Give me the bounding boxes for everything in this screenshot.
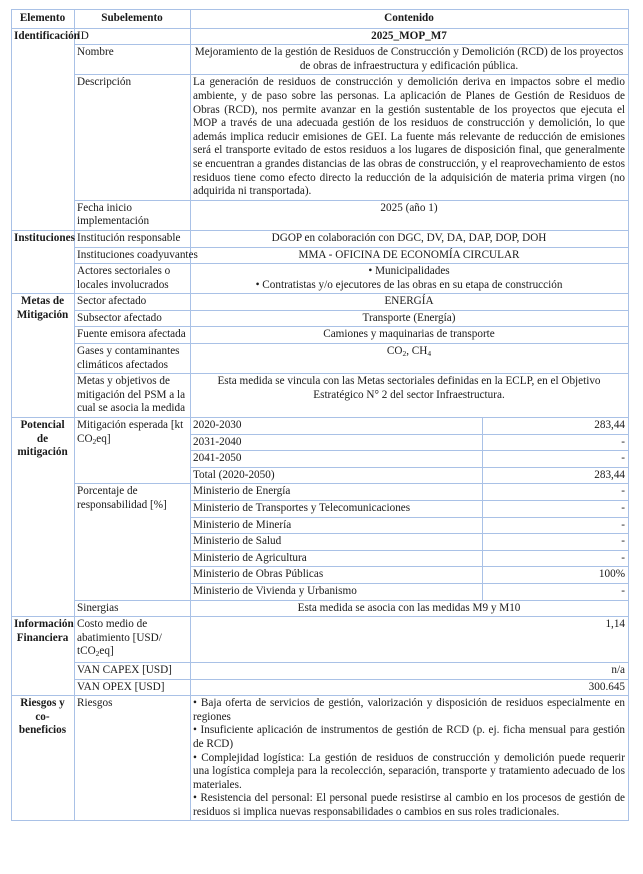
actores-label: Actores sectoriales o locales involucrados [75,264,191,294]
ministerio-name: Ministerio de Obras Públicas [191,567,483,584]
measure-sheet-table [11,9,629,821]
mitigacion-label: Mitigación esperada [kt CO2eq] [75,418,191,484]
responsable-label: Institución responsable [75,230,191,247]
costo-value: 1,14 [191,617,629,663]
table-row [12,264,629,294]
ministerio-value: 100% [483,567,629,584]
table-row [12,617,629,663]
ministerio-name: Ministerio de Energía [191,484,483,501]
gases-value: CO2, CH4 [191,344,629,374]
section-metas: Metas de Mitigación [12,294,75,418]
sector-value: ENERGÍA [191,294,629,311]
mitigacion-period: 2020-2030 [191,418,483,435]
ministerio-value: - [483,583,629,600]
descripcion-label: Descripción [75,75,191,200]
psm-label: Metas y objetivos de mitigación del PSM a la cual se asocia la medida [75,374,191,418]
capex-label: VAN CAPEX [USD] [75,662,191,679]
sinergias-value: Esta medida se asocia con las medidas M9 y M10 [191,600,629,617]
table-row [12,418,629,435]
opex-value: 300.645 [191,679,629,696]
table-row [12,327,629,344]
section-instituciones: Instituciones [12,230,75,293]
risk-item: • Insuficiente aplicación de instrumentos de gestión de RCD (p. ej. ficha mensual para gestión de RCD) [193,724,626,750]
table-row [12,484,629,501]
id-value: 2025_MOP_M7 [191,28,629,45]
nombre-value: Mejoramiento de la gestión de Residuos de Construcción y Demolición (RCD) de los proyectos de obras de infraestructura y edificación pública. [191,45,629,75]
ministerio-name: Ministerio de Vivienda y Urbanismo [191,583,483,600]
ministerio-name: Ministerio de Agricultura [191,550,483,567]
riesgos-value [191,696,629,821]
actor-item: • Municipalidades [368,265,450,278]
responsabilidad-label: Porcentaje de responsabilidad [%] [75,484,191,600]
table-row [12,75,629,200]
risk-item: • Baja oferta de servicios de gestión, valorización y disposición de residuos especialmente en regiones [193,697,626,723]
ministerio-value: - [483,484,629,501]
header-elemento: Elemento [12,10,75,29]
table-row [12,200,629,230]
section-financiera: Información Financiera [12,617,75,696]
fecha-label: Fecha inicio implementación [75,200,191,230]
fuente-label: Fuente emisora afectada [75,327,191,344]
table-header-row [12,10,629,29]
descripcion-value: La generación de residuos de construcción y demolición deriva en impactos sobre el medio ambiente, y de paso sobre las personas. La aplicación de Planes de Gestión de Residuos de Obras (RCD), nos permite avanzar en la gestión sustentable de los proyectos que ejecuta el MOP a través de una adecuada gestión de los residuos de construcción y demolición, lo que además implica reducir emisiones de GEI. La fuente más relevante de reducción de emisiones será el transporte evitado de estos residuos a los lugares de disposición final, que generalmente se encuentran a grandes distancias de las obras de construcción, y el reaprovechamiento de estos residuos tiene como efecto directo la reducción de la adquisición de materia prima virgen (no adquirida ni transportada). [191,75,629,200]
section-potencial: Potencial de mitigación [12,418,75,617]
coadyuvantes-label: Instituciones coadyuvantes [75,247,191,264]
risk-item: • Complejidad logística: La gestión de residuos de construcción y demolición puede requerir una logística compleja para la recolección, separación, transporte y tratamiento adecuado de los materiales. [193,751,626,791]
actores-value [191,264,629,294]
costo-label: Costo medio de abatimiento [USD/ tCO2eq] [75,617,191,663]
header-contenido: Contenido [191,10,629,29]
table-row [12,45,629,75]
table-row [12,247,629,264]
mitigacion-value: 283,44 [483,418,629,435]
mitigacion-period: Total (2020-2050) [191,467,483,484]
responsable-value: DGOP en colaboración con DGC, DV, DA, DAP, DOP, DOH [191,230,629,247]
ministerio-name: Ministerio de Salud [191,534,483,551]
table-row [12,696,629,821]
capex-value: n/a [191,662,629,679]
fecha-value: 2025 (año 1) [191,200,629,230]
mitigacion-value: - [483,451,629,468]
actor-item: • Contratistas y/o ejecutores de las obras en su etapa de construcción [255,278,563,291]
ministerio-name: Ministerio de Transportes y Telecomunicaciones [191,501,483,518]
mitigacion-value: - [483,434,629,451]
id-label: ID [75,28,191,45]
table-row [12,310,629,327]
table-row [12,230,629,247]
fuente-value: Camiones y maquinarias de transporte [191,327,629,344]
sector-label: Sector afectado [75,294,191,311]
opex-label: VAN OPEX [USD] [75,679,191,696]
subsector-label: Subsector afectado [75,310,191,327]
table-row [12,679,629,696]
gases-label: Gases y contaminantes climáticos afectados [75,344,191,374]
ministerio-name: Ministerio de Minería [191,517,483,534]
section-riesgos: Riesgos y co-beneficios [12,696,75,821]
mitigacion-value: 283,44 [483,467,629,484]
mitigacion-period: 2031-2040 [191,434,483,451]
risk-item: • Resistencia del personal: El personal puede resistirse al cambio en los procesos de gestión de residuos si implica nuevas responsabilidades o cambios en sus roles tradicionales. [193,792,626,818]
psm-value: Esta medida se vincula con las Metas sectoriales definidas en la ECLP, en el Objetivo Estratégico N° 2 del sector Infraestructura. [191,374,629,418]
table-row [12,374,629,418]
header-subelemento: Subelemento [75,10,191,29]
table-row [12,662,629,679]
mitigacion-period: 2041-2050 [191,451,483,468]
nombre-label: Nombre [75,45,191,75]
document-page [11,9,628,821]
ministerio-value: - [483,501,629,518]
sinergias-label: Sinergias [75,600,191,617]
riesgos-label: Riesgos [75,696,191,821]
ministerio-value: - [483,534,629,551]
table-row [12,600,629,617]
coadyuvantes-value: MMA - OFICINA DE ECONOMÍA CIRCULAR [191,247,629,264]
subsector-value: Transporte (Energía) [191,310,629,327]
ministerio-value: - [483,517,629,534]
table-row [12,28,629,45]
table-row [12,294,629,311]
ministerio-value: - [483,550,629,567]
section-identificacion: Identificación [12,28,75,230]
table-row [12,344,629,374]
